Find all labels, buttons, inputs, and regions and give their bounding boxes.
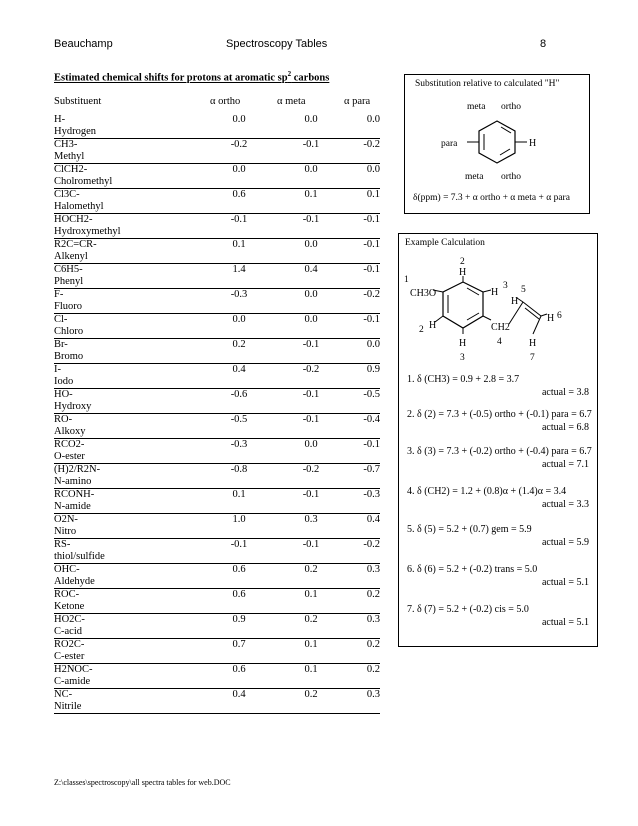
calc-actual: actual = 3.8 <box>541 387 589 398</box>
meta-value: 0.0 <box>304 439 318 450</box>
table-row <box>54 364 380 389</box>
col-substituent: Substituent <box>54 96 102 107</box>
para-value: 0.0 <box>366 339 380 350</box>
substituent-desc: Bromo <box>54 351 84 362</box>
table-row <box>54 564 380 589</box>
substituent-desc: Cholromethyl <box>54 176 113 187</box>
substituent-formula: H- <box>54 114 66 125</box>
struct-bond-h3 <box>483 290 491 292</box>
col-para: α para <box>344 96 371 107</box>
substituent-desc: Methyl <box>54 151 85 162</box>
substituent-cell <box>54 414 194 439</box>
ortho-value: 0.7 <box>232 639 246 650</box>
substituent-cell <box>54 439 194 464</box>
calc-actual: actual = 7.1 <box>541 459 589 470</box>
para-value: -0.5 <box>363 389 380 400</box>
substituent-cell <box>54 264 194 289</box>
table-row <box>54 164 380 189</box>
substituent-cell <box>54 614 194 639</box>
table-row <box>54 189 380 214</box>
label-para: para <box>441 139 458 149</box>
substituent-cell <box>54 364 194 389</box>
meta-value: -0.1 <box>302 489 320 500</box>
substituent-formula: F- <box>54 289 64 300</box>
substituent-cell <box>54 664 194 689</box>
substituent-desc: Ketone <box>54 601 85 612</box>
substituent-formula: Cl- <box>54 314 68 325</box>
struct-bond-ch2 <box>483 316 491 320</box>
table-row <box>54 464 380 489</box>
substituent-cell <box>54 189 194 214</box>
para-value: 0.3 <box>366 614 380 625</box>
meta-value: 0.0 <box>304 164 318 175</box>
substituent-formula: HO2C- <box>54 614 85 625</box>
meta-value: 0.1 <box>304 639 318 650</box>
ortho-value: -0.6 <box>230 389 248 400</box>
meta-value: 0.2 <box>304 614 318 625</box>
h-7: H <box>529 338 537 349</box>
para-value: -0.2 <box>363 539 380 550</box>
num-4: 4 <box>497 337 502 347</box>
meta-value: -0.2 <box>302 364 320 375</box>
table-row <box>54 614 380 639</box>
para-value: 0.4 <box>366 514 380 525</box>
calc-line: 7. δ (7) = 5.2 + (-0.2) cis = 5.0 <box>407 604 529 615</box>
substituent-desc: N-amide <box>54 501 91 512</box>
table-row <box>54 389 380 414</box>
meta-value: 0.1 <box>304 189 318 200</box>
para-value: -0.1 <box>363 314 380 325</box>
substituent-formula: H2NOC- <box>54 664 93 675</box>
header-center: Spectroscopy Tables <box>226 38 328 50</box>
col-meta: α meta <box>277 96 306 107</box>
meta-value: 0.1 <box>304 664 318 675</box>
substituent-desc: Hydrogen <box>54 126 96 137</box>
label-meta-bottom: meta <box>465 172 484 182</box>
substituent-cell <box>54 239 194 264</box>
ortho-value: -0.5 <box>230 414 248 425</box>
substituent-cell <box>54 589 194 614</box>
meta-value: -0.2 <box>302 464 320 475</box>
substituent-desc: Nitrile <box>54 701 82 712</box>
substituent-cell <box>54 164 194 189</box>
meta-value: 0.0 <box>304 314 318 325</box>
substituent-desc: Alkenyl <box>54 251 88 262</box>
para-value: -0.7 <box>363 464 380 475</box>
ch3o: CH3O <box>410 288 437 299</box>
num-3-bottom: 3 <box>460 353 465 363</box>
example-structure <box>399 234 597 364</box>
h-3: H <box>491 287 499 298</box>
h-5: H <box>511 296 519 307</box>
calc-line: 3. δ (3) = 7.3 + (-0.2) ortho + (-0.4) para = 6.7 <box>407 446 592 457</box>
page-number: 8 <box>540 38 547 50</box>
table-row <box>54 289 380 314</box>
col-ortho: α ortho <box>210 96 241 107</box>
calc-actual: actual = 5.1 <box>541 577 589 588</box>
para-value: -0.1 <box>363 439 380 450</box>
num-5: 5 <box>521 285 526 295</box>
table-row <box>54 664 380 689</box>
ortho-value: 1.4 <box>232 264 246 275</box>
table-row <box>54 114 380 139</box>
meta-value: 0.0 <box>304 114 318 125</box>
meta-value: -0.1 <box>302 339 320 350</box>
ortho-value: 0.6 <box>232 189 246 200</box>
substituent-desc: Aldehyde <box>54 576 95 587</box>
label-h: H <box>529 138 537 149</box>
para-value: -0.4 <box>363 414 380 425</box>
table-row <box>54 264 380 289</box>
calc-line: 5. δ (5) = 5.2 + (0.7) gem = 5.9 <box>407 524 532 535</box>
label-meta-top: meta <box>467 102 486 112</box>
para-value: 0.3 <box>366 689 380 700</box>
table-row <box>54 314 380 339</box>
substituent-desc: Alkoxy <box>54 426 86 437</box>
substituent-desc: N-amino <box>54 476 92 487</box>
table-row <box>54 489 380 514</box>
ortho-value: -0.8 <box>230 464 248 475</box>
table-row <box>54 139 380 164</box>
table-row <box>54 639 380 664</box>
calc-line: 2. δ (2) = 7.3 + (-0.5) ortho + (-0.1) para = 6.7 <box>407 409 592 420</box>
table-row <box>54 239 380 264</box>
num-1: 1 <box>404 275 409 285</box>
ortho-value: 0.6 <box>232 564 246 575</box>
ortho-value: -0.2 <box>230 139 248 150</box>
substituent-formula: RCONH- <box>54 489 95 500</box>
substituent-formula: CH3- <box>54 139 78 150</box>
substituent-formula: C6H5- <box>54 264 83 275</box>
para-value: 0.2 <box>366 589 380 600</box>
substituent-formula: RS- <box>54 539 71 550</box>
table-row <box>54 514 380 539</box>
substituent-formula: HO- <box>54 389 73 400</box>
substituent-desc: C-ester <box>54 651 85 662</box>
ortho-value: 0.9 <box>232 614 246 625</box>
shift-table <box>54 114 380 714</box>
h-top: H <box>459 267 467 278</box>
meta-value: 0.2 <box>304 689 318 700</box>
substituent-formula: I- <box>54 364 61 375</box>
para-value: -0.1 <box>363 239 380 250</box>
num-6: 6 <box>557 311 562 321</box>
page-title: Estimated chemical shifts for protons at aromatic $sp^2$ carbons <box>54 70 330 84</box>
para-value: -0.3 <box>363 489 380 500</box>
calc-actual: actual = 5.9 <box>541 537 589 548</box>
num-7: 7 <box>530 353 535 363</box>
para-value: -0.2 <box>363 139 380 150</box>
ortho-value: 0.0 <box>232 314 246 325</box>
h-bottom: H <box>459 338 467 349</box>
table-row <box>54 539 380 564</box>
substituent-cell <box>54 214 194 239</box>
table-row <box>54 214 380 239</box>
ortho-value: -0.3 <box>230 439 248 450</box>
para-value: 0.3 <box>366 564 380 575</box>
substituent-desc: Chloro <box>54 326 84 337</box>
substituent-formula: RO- <box>54 414 73 425</box>
ortho-value: 0.6 <box>232 589 246 600</box>
substituent-cell <box>54 639 194 664</box>
ch2: CH2 <box>491 322 510 333</box>
meta-value: -0.1 <box>302 539 320 550</box>
para-value: 0.2 <box>366 639 380 650</box>
calc-actual: actual = 5.1 <box>541 617 589 628</box>
num-2-top: 2 <box>460 257 465 267</box>
substitution-box <box>404 74 590 214</box>
ortho-value: -0.1 <box>230 214 248 225</box>
para-value: -0.1 <box>363 264 380 275</box>
substituent-desc: Fluoro <box>54 301 83 312</box>
ortho-value: 0.4 <box>232 689 246 700</box>
example-title: Example Calculation <box>405 238 485 248</box>
meta-value: 0.2 <box>304 564 318 575</box>
struct-ring <box>443 282 483 328</box>
substituent-formula: R2C=CR- <box>54 239 97 250</box>
substituent-formula: (H)2/R2N- <box>54 464 101 475</box>
substituent-formula: ClCH2- <box>54 164 88 175</box>
meta-value: 0.3 <box>304 514 318 525</box>
ortho-value: -0.1 <box>230 539 248 550</box>
h-left: H <box>429 320 437 331</box>
para-value: -0.2 <box>363 289 380 300</box>
substituent-desc: C-acid <box>54 626 82 637</box>
substituent-desc: C-amide <box>54 676 91 687</box>
substitution-title: Substitution relative to calculated "H" <box>415 79 560 89</box>
struct-bond-h7 <box>533 316 541 334</box>
calc-actual: actual = 6.8 <box>541 422 589 433</box>
ortho-value: 0.6 <box>232 664 246 675</box>
header-left: Beauchamp <box>54 38 113 50</box>
example-box <box>398 233 598 647</box>
substituent-formula: HOCH2- <box>54 214 93 225</box>
struct-double-chain <box>525 308 539 319</box>
substituent-desc: Iodo <box>54 376 74 387</box>
substituent-desc: thiol/sulfide <box>54 551 105 562</box>
ortho-value: 0.2 <box>232 339 246 350</box>
table-row <box>54 339 380 364</box>
para-value: 0.2 <box>366 664 380 675</box>
substituent-formula: Br- <box>54 339 68 350</box>
calc-line: 4. δ (CH2) = 1.2 + (0.8)α + (1.4)α = 3.4 <box>407 486 567 497</box>
calc-line: 1. δ (CH3) = 0.9 + 2.8 = 3.7 <box>407 374 520 385</box>
substituent-cell <box>54 339 194 364</box>
substituent-cell <box>54 539 194 564</box>
meta-value: -0.1 <box>302 414 320 425</box>
label-ortho-top: ortho <box>501 102 522 112</box>
meta-value: -0.1 <box>302 214 320 225</box>
substituent-desc: Hydroxymethyl <box>54 226 121 237</box>
meta-value: -0.1 <box>302 139 320 150</box>
substituent-cell <box>54 289 194 314</box>
meta-value: 0.4 <box>304 264 318 275</box>
substituent-cell <box>54 389 194 414</box>
substituent-formula: RO2C- <box>54 639 85 650</box>
substituent-desc: Halomethyl <box>54 201 104 212</box>
substituent-desc: Hydroxy <box>54 401 92 412</box>
meta-value: 0.0 <box>304 239 318 250</box>
para-value: 0.1 <box>366 189 380 200</box>
substituent-formula: ROC- <box>54 589 80 600</box>
h-6: H <box>547 313 555 324</box>
substituent-formula: Cl3C- <box>54 189 80 200</box>
num-2-left: 2 <box>419 325 424 335</box>
substituent-formula: O2N- <box>54 514 78 525</box>
table-row <box>54 689 380 714</box>
para-value: 0.9 <box>366 364 380 375</box>
calc-line: 6. δ (6) = 5.2 + (-0.2) trans = 5.0 <box>407 564 538 575</box>
footer-path: Z:\classes\spectroscopy\all spectra tables for web.DOC <box>54 778 231 787</box>
substituent-desc: Nitro <box>54 526 77 537</box>
para-value: 0.0 <box>366 114 380 125</box>
ortho-value: 0.1 <box>232 239 246 250</box>
ortho-value: 0.1 <box>232 489 246 500</box>
table-row <box>54 439 380 464</box>
para-value: -0.1 <box>363 214 380 225</box>
substituent-cell <box>54 689 194 714</box>
meta-value: -0.1 <box>302 389 320 400</box>
num-3: 3 <box>503 281 508 291</box>
label-ortho-bottom: ortho <box>501 172 522 182</box>
substituent-formula: RCO2- <box>54 439 85 450</box>
substituent-desc: O-ester <box>54 451 85 462</box>
meta-value: 0.1 <box>304 589 318 600</box>
table-row <box>54 414 380 439</box>
ortho-value: 0.4 <box>232 364 246 375</box>
substituent-cell <box>54 564 194 589</box>
table-row <box>54 589 380 614</box>
calc-actual: actual = 3.3 <box>541 499 589 510</box>
substituent-cell <box>54 514 194 539</box>
ortho-value: 1.0 <box>232 514 246 525</box>
substituent-formula: NC- <box>54 689 73 700</box>
substituent-desc: Phenyl <box>54 276 84 287</box>
ortho-value: 0.0 <box>232 164 246 175</box>
shift-formula: δ(ppm) = 7.3 + α ortho + α meta + α para <box>413 193 570 203</box>
substituent-formula: OHC- <box>54 564 80 575</box>
meta-value: 0.0 <box>304 289 318 300</box>
substituent-cell <box>54 464 194 489</box>
substituent-cell <box>54 314 194 339</box>
ring-double-bond <box>500 149 510 155</box>
substituent-cell <box>54 114 194 139</box>
ortho-value: 0.0 <box>232 114 246 125</box>
substituent-cell <box>54 139 194 164</box>
substituent-cell <box>54 489 194 514</box>
para-value: 0.0 <box>366 164 380 175</box>
ortho-value: -0.3 <box>230 289 248 300</box>
